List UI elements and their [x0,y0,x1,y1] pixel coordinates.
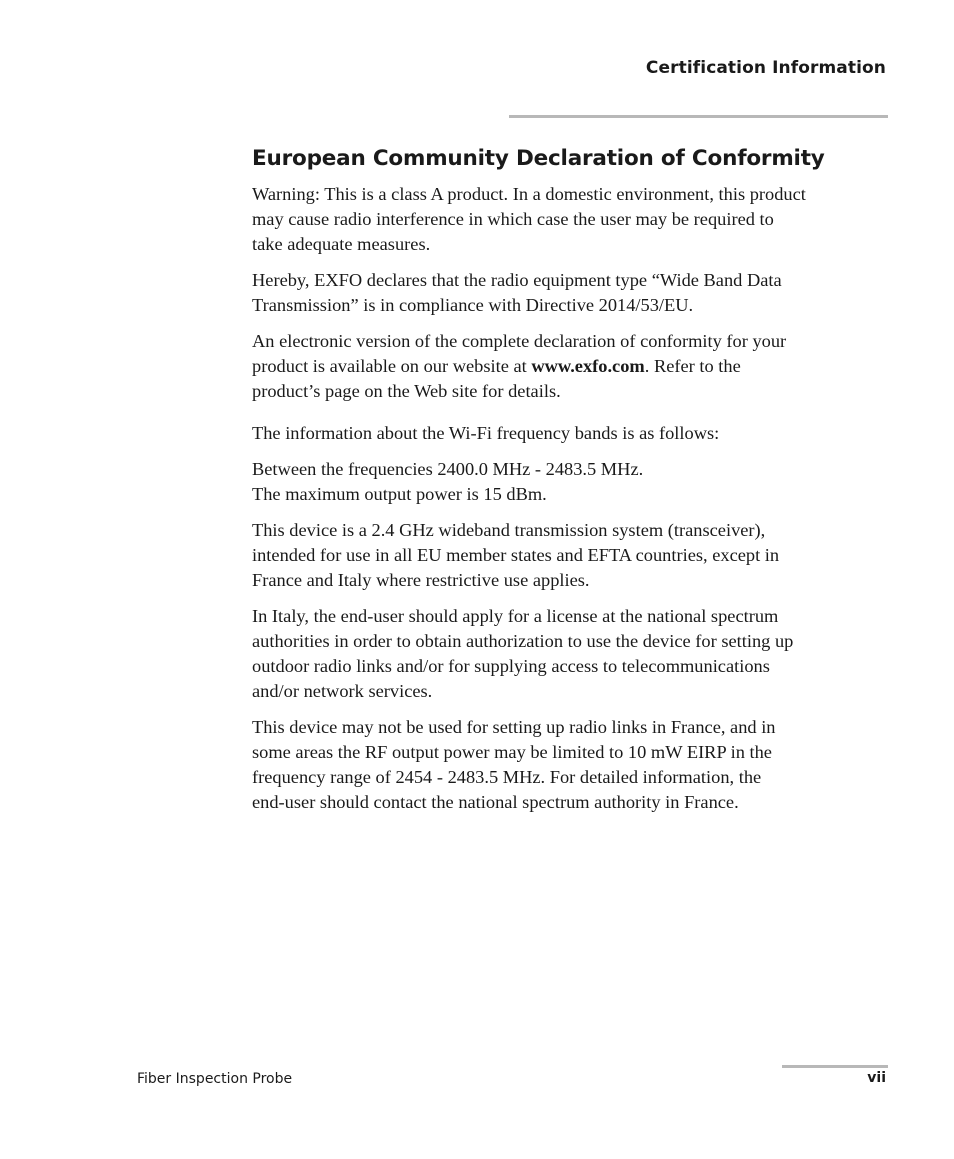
text-line: intended for use in all EU member states and EFTA countries, except in [252,545,780,565]
text-line: end-user should contact the national spectrum authority in France. [252,792,739,812]
text-line: This device is a 2.4 GHz wideband transmission system (transceiver), [252,520,766,540]
text-line: and/or network services. [252,681,433,701]
text-segment: product is available on our website at [252,356,532,376]
text-line: Hereby, EXFO declares that the radio equipment type “Wide Band Data [252,270,782,290]
text-line: Between the frequencies 2400.0 MHz - 2483.5 MHz. [252,459,644,479]
paragraph-france [252,715,892,815]
text-line: France and Italy where restrictive use applies. [252,570,590,590]
text-line: product’s page on the Web site for details. [252,381,561,401]
section-title: European Community Declaration of Conformity [252,146,825,171]
text-line: take adequate measures. [252,234,431,254]
text-line: Transmission” is in compliance with Directive 2014/53/EU. [252,295,694,315]
text-line: The information about the Wi-Fi frequency bands is as follows: [252,423,720,443]
text-segment: . Refer to the [644,356,741,376]
footer-rule [782,1065,888,1068]
text-line: outdoor radio links and/or for supplying access to telecommunications [252,656,770,676]
text-line: Warning: This is a class A product. In a domestic environment, this product [252,184,806,204]
header-rule [509,115,888,118]
text-line [252,354,892,379]
page-number: vii [867,1070,886,1086]
paragraph-electronic-version [252,329,892,404]
footer-document-title: Fiber Inspection Probe [137,1071,293,1087]
text-line: some areas the RF output power may be limited to 10 mW EIRP in the [252,742,772,762]
text-line: frequency range of 2454 - 2483.5 MHz. For detailed information, the [252,767,762,787]
website-link[interactable]: www.exfo.com [531,356,645,376]
text-line: may cause radio interference in which case the user may be required to [252,209,774,229]
paragraph-device-system [252,518,892,593]
text-line: In Italy, the end-user should apply for a license at the national spectrum [252,606,779,626]
paragraph-frequencies [252,457,892,507]
paragraph-wifi-intro [252,421,892,446]
running-head-title: Certification Information [645,58,886,78]
text-line: This device may not be used for setting up radio links in France, and in [252,717,776,737]
paragraph-italy [252,604,892,704]
paragraph-declaration [252,268,892,318]
text-line: authorities in order to obtain authorization to use the device for setting up [252,631,794,651]
text-line: The maximum output power is 15 dBm. [252,484,547,504]
text-line: An electronic version of the complete declaration of conformity for your [252,331,787,351]
paragraph-warning [252,182,892,257]
page-content [252,146,892,826]
